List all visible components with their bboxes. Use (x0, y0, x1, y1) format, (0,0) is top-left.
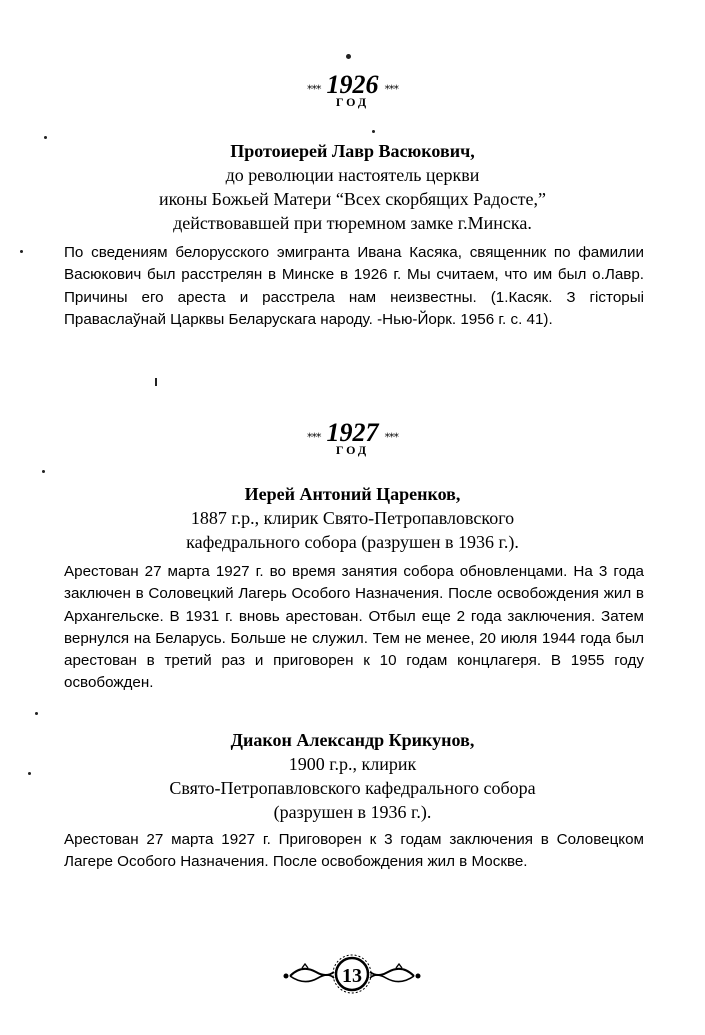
speck (346, 54, 351, 59)
year-word: ГОД (335, 95, 370, 109)
ornament-stars: ⁎⁎⁎ (307, 426, 321, 440)
ornament-stars: ⁎⁎⁎ (307, 78, 321, 92)
ornament-stars: ⁎⁎⁎ (384, 78, 398, 92)
year-word: ГОД (335, 443, 370, 457)
entry-body: По сведениям белорусского эмигранта Ивана Касяка, священник по фамилии Васюкович был расстрелян в Минске в 1926 г. Мы считаем, что им был о.Лавр. Причины его ареста и расстрела нам неизвестны. (1.Касяк. З гісторыі Праваслаўнай Царквы Беларускага народу. -Нью-Йорк. 1956 г. с. 41). (64, 244, 644, 328)
speck (28, 772, 31, 775)
entry-name: Иерей Антоний Царенков, (244, 484, 461, 504)
speck (20, 250, 23, 253)
entry-title-vasyukovich (40, 139, 665, 235)
entry-line: (разрушен в 1936 г.). (273, 802, 432, 822)
speck (42, 470, 45, 473)
year-number: 1926 (326, 70, 379, 99)
entry-name: Протоиерей Лавр Васюкович, (230, 141, 475, 161)
entry-line: Свято-Петропавловского кафедрального собора (169, 778, 536, 798)
page-number-ornament (282, 952, 422, 998)
speck (372, 130, 375, 133)
year-heading-1926 (0, 72, 705, 108)
entry-body: Арестован 27 марта 1927 г. Приговорен к 3 годам заключения в Соловецком Лагере Особого Назначения. После освобождения жил в Москве. (64, 831, 644, 871)
entry-name: Диакон Александр Крикунов, (230, 730, 475, 750)
entry-line: 1887 г.р., клирик Свято-Петропавловского (190, 508, 515, 528)
entry-title-krikunov (40, 728, 665, 824)
entry-line: иконы Божьей Матери “Всех скорбящих Радосте,” (158, 189, 547, 209)
year-number: 1927 (326, 418, 379, 447)
entry-title-tsarenkov (40, 482, 665, 554)
entry-line: до революции настоятель церкви (225, 165, 480, 185)
entry-line: действовавшей при тюремном замке г.Минска. (173, 213, 532, 233)
speck (155, 378, 157, 386)
page-number: 13 (342, 965, 362, 987)
ornament-stars: ⁎⁎⁎ (384, 426, 398, 440)
year-heading-1927 (0, 420, 705, 456)
ornament-flourish-icon (282, 952, 422, 998)
speck (35, 712, 38, 715)
entry-line: 1900 г.р., клирик (288, 754, 417, 774)
entry-body: Арестован 27 марта 1927 г. во время занятия собора обновленцами. На 3 года заключен в Соловецкий Лагерь Особого Назначения. После освобождения жил в Архангельске. В 1931 г. вновь арестован. Отбыл еще 2 года заключения. Затем вернулся на Беларусь. Больше не служил. Тем не менее, 20 июля 1944 года был арестован в третий раз и приговорен к 10 годам концлагеря. В 1955 году освобожден. (64, 563, 644, 692)
entry-line: кафедрального собора (разрушен в 1936 г.). (186, 532, 519, 552)
